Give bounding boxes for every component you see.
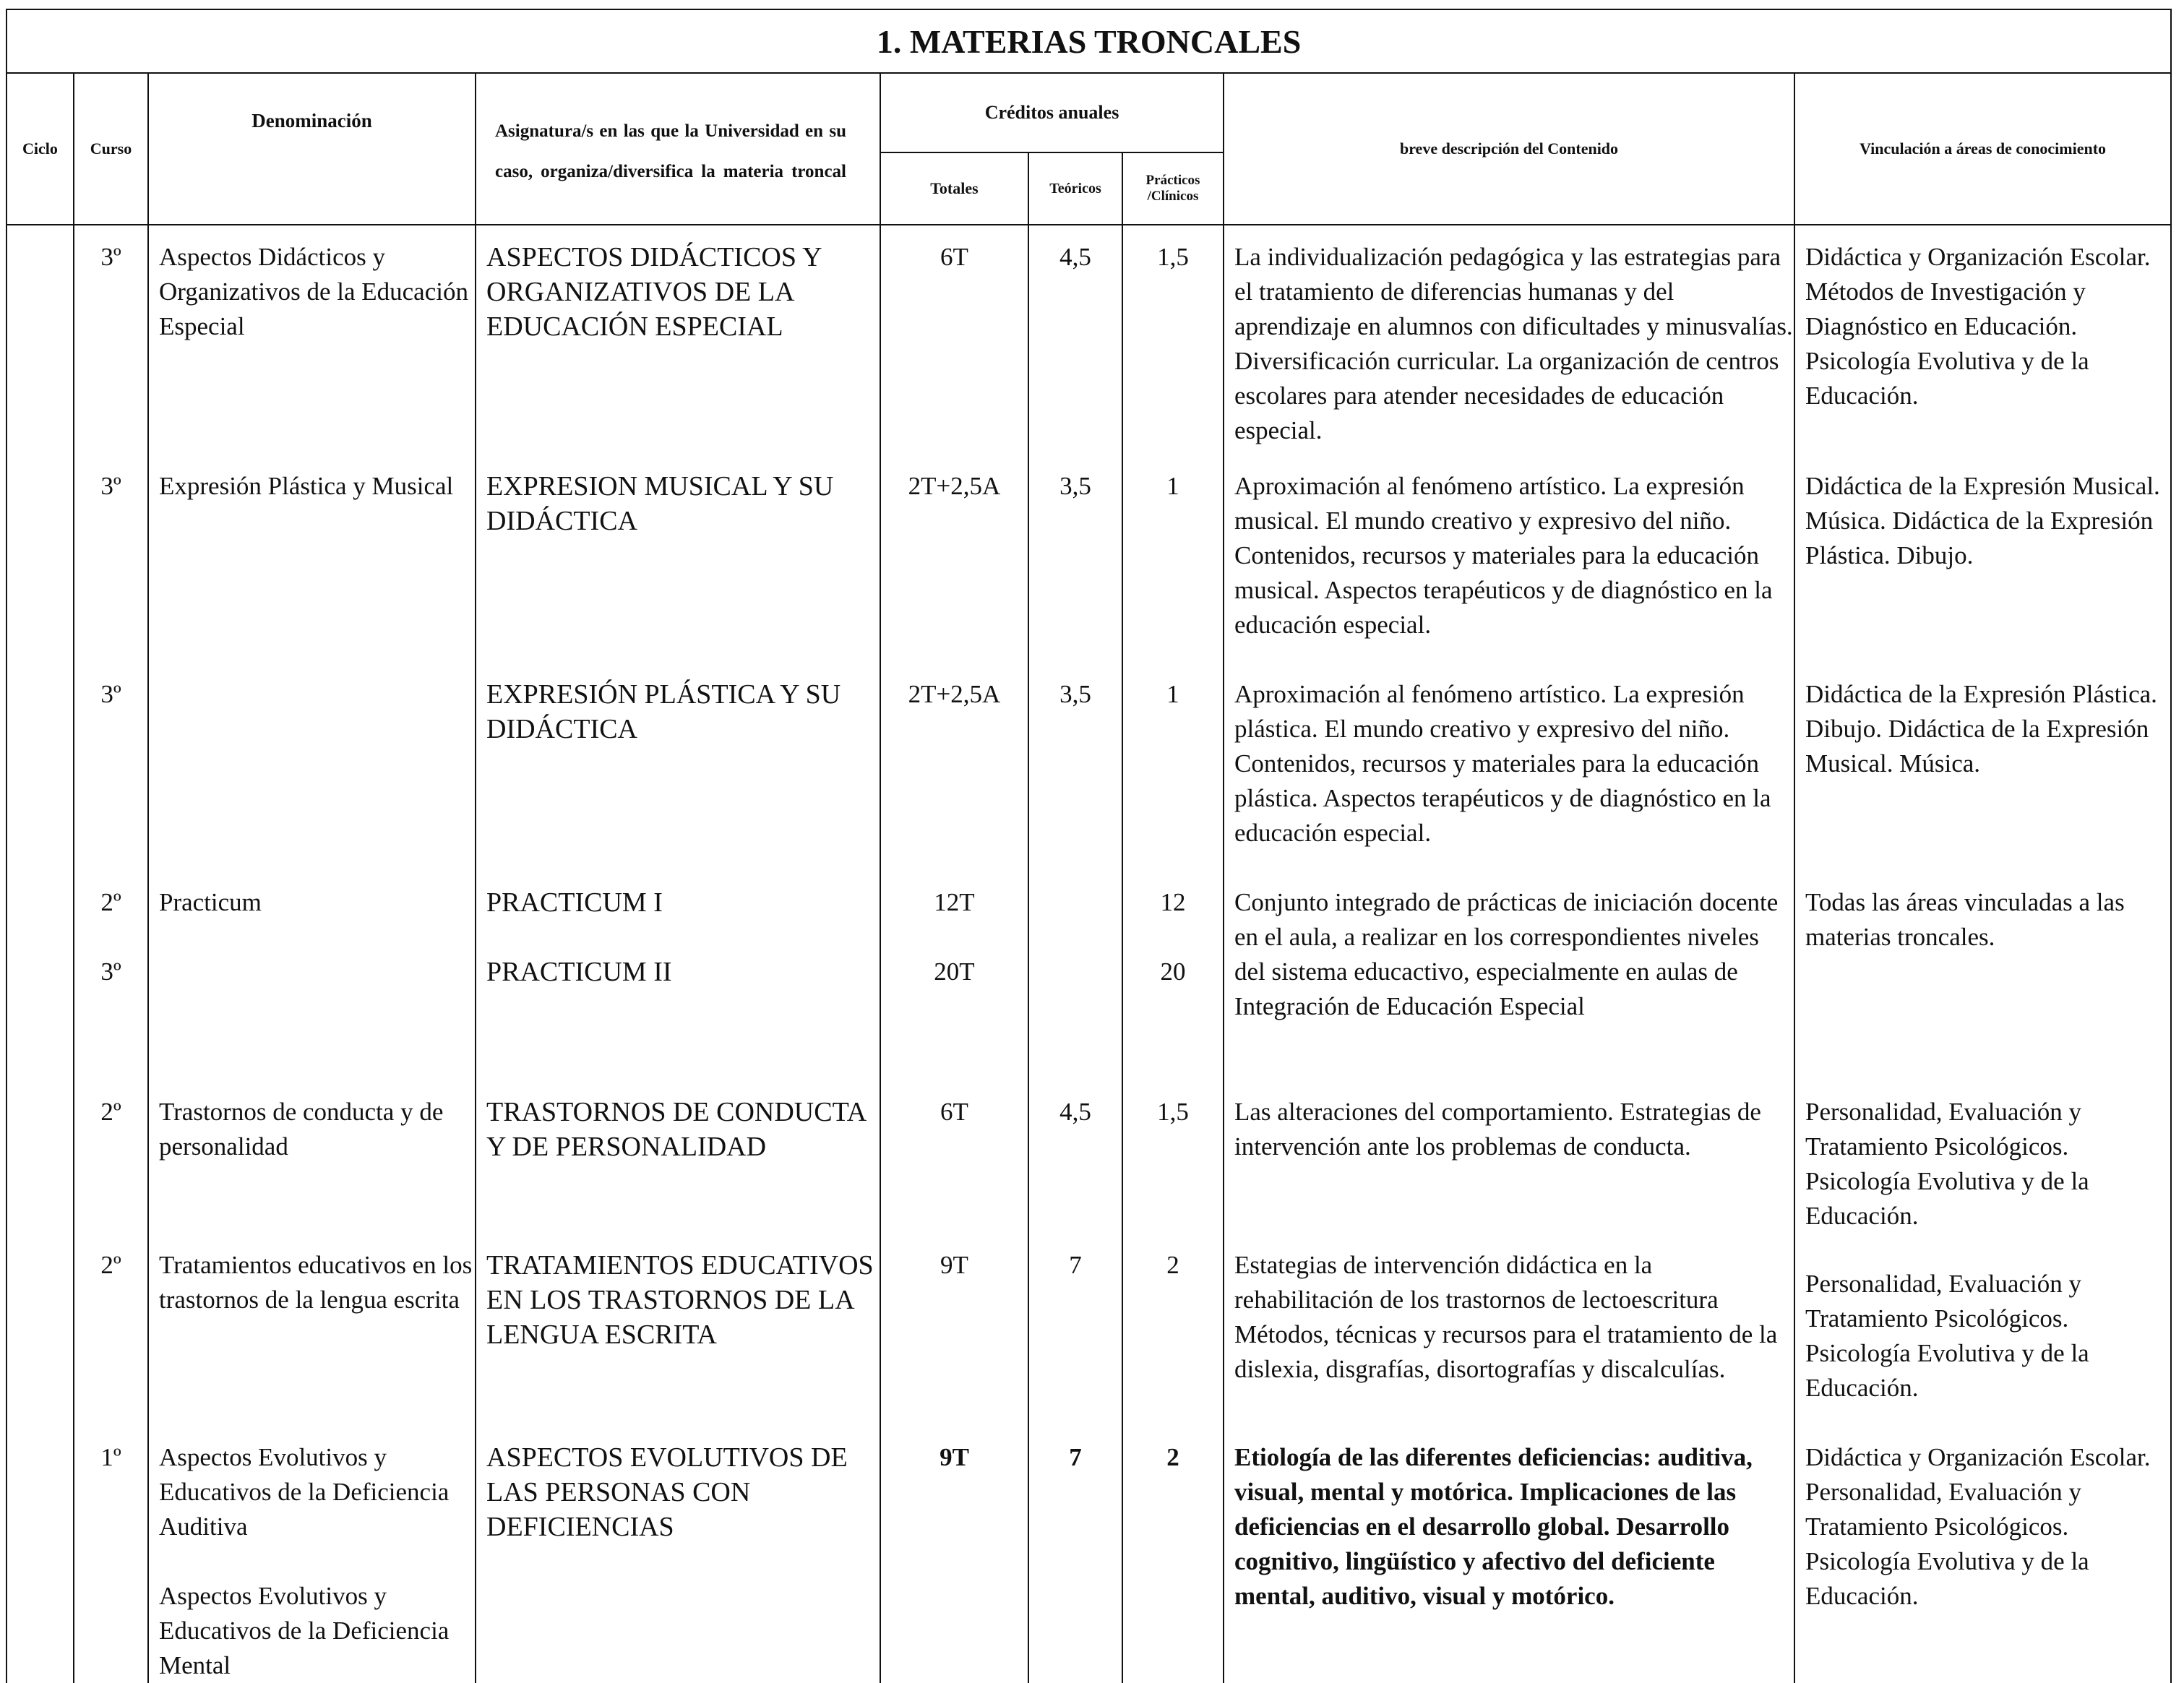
curso-cell [74, 871, 148, 1080]
table-row [7, 1234, 2171, 1426]
descripcion-cell: Aproximación al fenómeno artístico. La expresión plástica. El mundo creativo y expresivo del niño. Contenidos, recursos y materiales para la educación plástica. Aspectos terapéuticos y de diagnóstico en la educación especial. [1224, 663, 1794, 871]
descripcion-cell: Aproximación al fenómeno artístico. La expresión musical. El mundo creativo y expresivo del niño. Contenidos, recursos y materiales para la educación musical. Aspectos terapéuticos y de diagnóstico en la educación especial. [1224, 455, 1794, 663]
header-creditos: Créditos anuales [880, 73, 1224, 152]
ciclo-cell [7, 1234, 74, 1426]
practicos-value: 20 [1160, 957, 1186, 986]
totales-cell: 9T [880, 1234, 1028, 1426]
curso-cell: 2º [74, 1080, 148, 1234]
denominacion-value: Aspectos Evolutivos y Educativos de la Deficiencia Mental [159, 1582, 450, 1679]
teoricos-cell: 7 [1028, 1234, 1122, 1426]
practicos-cell: 1 [1122, 663, 1224, 871]
vinculacion-cell: Todas las áreas vinculadas a las materias troncales. [1794, 871, 2171, 1080]
denominacion-cell [148, 663, 476, 871]
table-row [7, 455, 2171, 663]
asignatura-cell [476, 871, 880, 1080]
totales-value: 20T [934, 957, 975, 986]
totales-cell: 6T [880, 225, 1028, 455]
descripcion-cell: Conjunto integrado de prácticas de iniciación docente en el aula, a realizar en los correspondientes niveles del sistema educactivo, especialmente en aulas de Integración de Educación Especial [1224, 871, 1794, 1080]
vinculacion-cell: Personalidad, Evaluación y Tratamiento Psicológicos. Psicología Evolutiva y de la Educación. [1794, 1234, 2171, 1426]
practicos-value: 12 [1160, 888, 1186, 916]
totales-cell: 9T [880, 1426, 1028, 1683]
vinculacion-cell: Didáctica y Organización Escolar. Personalidad, Evaluación y Tratamiento Psicológicos. Psicología Evolutiva y de la Educación. [1794, 1426, 2171, 1683]
ciclo-cell [7, 225, 74, 455]
practicos-cell: 1 [1122, 455, 1224, 663]
asignatura-cell: EXPRESION MUSICAL Y SU DIDÁCTICA [476, 455, 880, 663]
header-teoricos: Teóricos [1028, 152, 1122, 225]
table-row [7, 871, 2171, 1080]
header-practicos: Prácticos /Clínicos [1122, 152, 1224, 225]
totales-cell [880, 871, 1028, 1080]
denominacion-cell [148, 1426, 476, 1683]
asignatura-cell: ASPECTOS DIDÁCTICOS Y ORGANIZATIVOS DE LA EDUCACIÓN ESPECIAL [476, 225, 880, 455]
teoricos-cell: 3,5 [1028, 663, 1122, 871]
header-totales: Totales [880, 152, 1028, 225]
asignatura-value: PRACTICUM I [486, 887, 663, 918]
curso-value: 3º [100, 957, 121, 986]
asignatura-cell: TRASTORNOS DE CONDUCTA Y DE PERSONALIDAD [476, 1080, 880, 1234]
table-row [7, 1080, 2171, 1234]
header-denominacion: Denominación [148, 73, 476, 225]
denominacion-cell: Practicum [148, 871, 476, 1080]
curso-cell: 3º [74, 663, 148, 871]
materias-table [6, 9, 2172, 1683]
denominacion-cell: Tratamientos educativos en los trastornos de la lengua escrita [148, 1234, 476, 1426]
curso-cell: 3º [74, 225, 148, 455]
curso-cell: 1º [74, 1426, 148, 1683]
vinculacion-cell: Didáctica de la Expresión Plástica. Dibujo. Didáctica de la Expresión Musical. Música. [1794, 663, 2171, 871]
table-row [7, 225, 2171, 455]
practicos-cell: 1,5 [1122, 1080, 1224, 1234]
denominacion-value: Aspectos Evolutivos y Educativos de la Deficiencia Auditiva [159, 1443, 450, 1541]
totales-cell: 6T [880, 1080, 1028, 1234]
header-curso: Curso [74, 73, 148, 225]
vinculacion-cell: Didáctica de la Expresión Musical. Música. Didáctica de la Expresión Plástica. Dibujo. [1794, 455, 2171, 663]
practicos-cell: 2 [1122, 1234, 1224, 1426]
totales-cell: 2T+2,5A [880, 663, 1028, 871]
curso-cell: 3º [74, 455, 148, 663]
teoricos-cell: 3,5 [1028, 455, 1122, 663]
curso-cell: 2º [74, 1234, 148, 1426]
teoricos-cell: 4,5 [1028, 1080, 1122, 1234]
asignatura-cell: ASPECTOS EVOLUTIVOS DE LAS PERSONAS CON DEFICIENCIAS [476, 1426, 880, 1683]
practicos-cell: 2 [1122, 1426, 1224, 1683]
ciclo-cell [7, 871, 74, 1080]
asignatura-cell: TRATAMIENTOS EDUCATIVOS EN LOS TRASTORNOS DE LA LENGUA ESCRITA [476, 1234, 880, 1426]
ciclo-cell [7, 663, 74, 871]
practicos-cell [1122, 871, 1224, 1080]
teoricos-cell: 4,5 [1028, 225, 1122, 455]
denominacion-cell: Expresión Plástica y Musical [148, 455, 476, 663]
table-row [7, 663, 2171, 871]
descripcion-cell: Las alteraciones del comportamiento. Estrategias de intervención ante los problemas de conducta. [1224, 1080, 1794, 1234]
page-title: 1. MATERIAS TRONCALES [7, 9, 2171, 73]
descripcion-cell: La individualización pedagógica y las estrategias para el tratamiento de diferencias humanas y del aprendizaje en alumnos con dificultades y minusvalías. Diversificación curricular. La organización de centros escolares para atender necesidades de educación especial. [1224, 225, 1794, 455]
practicos-cell: 1,5 [1122, 225, 1224, 455]
header-descripcion: breve descripción del Contenido [1224, 73, 1794, 225]
vinculacion-cell: Didáctica y Organización Escolar. Métodos de Investigación y Diagnóstico en Educación. Psicología Evolutiva y de la Educación. [1794, 225, 2171, 455]
ciclo-cell [7, 1080, 74, 1234]
table-row [7, 1426, 2171, 1683]
document-sheet [6, 9, 2170, 1679]
asignatura-value: PRACTICUM II [486, 957, 672, 987]
denominacion-cell: Aspectos Didácticos y Organizativos de la Educación Especial [148, 225, 476, 455]
totales-value: 12T [934, 888, 975, 916]
curso-value: 2º [100, 888, 121, 916]
header-vinculacion: Vinculación a áreas de conocimiento [1794, 73, 2171, 225]
header-ciclo: Ciclo [7, 73, 74, 225]
descripcion-cell: Estategias de intervención didáctica en la rehabilitación de los trastornos de lectoescritura Métodos, técnicas y recursos para el tratamiento de la dislexia, disgrafías, disortografías y discalculías. [1224, 1234, 1794, 1426]
header-asignatura: Asignatura/s en las que la Universidad en su caso, organiza/diversifica la materia troncal [476, 73, 880, 225]
descripcion-cell: Etiología de las diferentes deficiencias: auditiva, visual, mental y motórica. Implicaciones de las deficiencias en el desarrollo global. Desarrollo cognitivo, lingüístico y afectivo del deficiente mental, auditivo, visual y motórico. [1224, 1426, 1794, 1683]
ciclo-cell [7, 1426, 74, 1683]
vinculacion-cell: Personalidad, Evaluación y Tratamiento Psicológicos. Psicología Evolutiva y de la Educación. [1794, 1080, 2171, 1234]
ciclo-cell [7, 455, 74, 663]
totales-cell: 2T+2,5A [880, 455, 1028, 663]
teoricos-cell: 7 [1028, 1426, 1122, 1683]
teoricos-cell [1028, 871, 1122, 1080]
denominacion-cell: Trastornos de conducta y de personalidad [148, 1080, 476, 1234]
asignatura-cell: EXPRESIÓN PLÁSTICA Y SU DIDÁCTICA [476, 663, 880, 871]
